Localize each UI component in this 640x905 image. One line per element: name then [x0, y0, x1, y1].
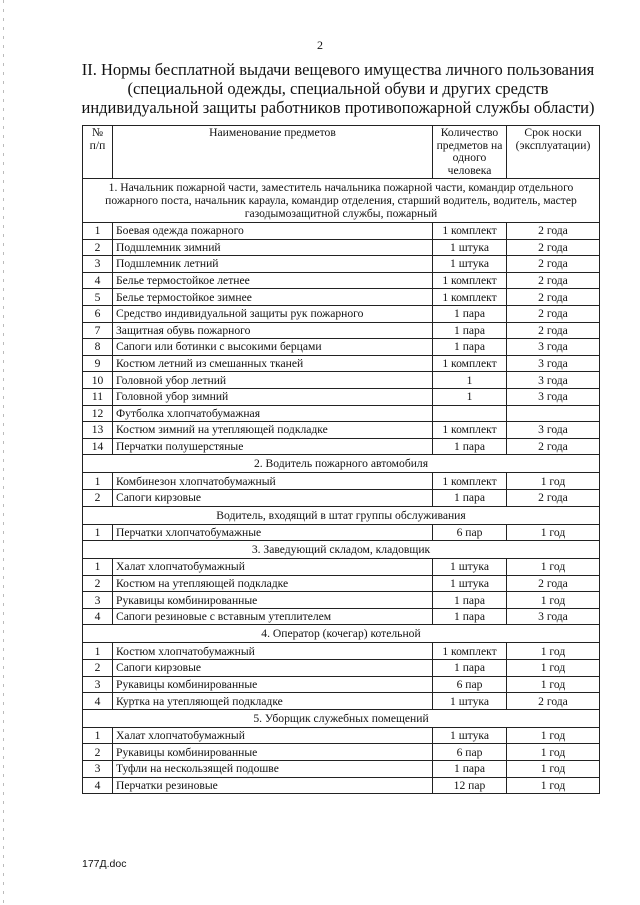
- item-term: 3 года: [507, 608, 600, 625]
- item-quantity: 1 штука: [433, 559, 507, 576]
- item-term: [507, 405, 600, 422]
- item-name: Перчатки полушерстяные: [113, 438, 433, 455]
- item-term: 1 год: [507, 777, 600, 794]
- row-number: 1: [83, 473, 113, 490]
- row-number: 12: [83, 405, 113, 422]
- table-row: [83, 305, 600, 322]
- item-name: Сапоги кирзовые: [113, 660, 433, 677]
- section-row: [83, 709, 600, 727]
- header-name: Наименование предметов: [113, 126, 433, 179]
- norms-table: [82, 125, 600, 794]
- item-quantity: 1 штука: [433, 727, 507, 744]
- section-title: 3. Заведующий складом, кладовщик: [83, 541, 600, 559]
- table-row: [83, 643, 600, 660]
- item-term: 1 год: [507, 592, 600, 609]
- item-term: 2 года: [507, 489, 600, 506]
- item-term: 2 года: [507, 575, 600, 592]
- item-term: 1 год: [507, 744, 600, 761]
- item-quantity: 1 пара: [433, 305, 507, 322]
- section-title: 4. Оператор (кочегар) котельной: [83, 625, 600, 643]
- item-term: 1 год: [507, 643, 600, 660]
- table-row: [83, 289, 600, 306]
- row-number: 10: [83, 372, 113, 389]
- table-row: [83, 559, 600, 576]
- row-number: 4: [83, 693, 113, 710]
- item-term: 3 года: [507, 339, 600, 356]
- table-row: [83, 660, 600, 677]
- item-name: Подшлемник зимний: [113, 239, 433, 256]
- table-row: [83, 744, 600, 761]
- item-term: 3 года: [507, 388, 600, 405]
- table-row: [83, 608, 600, 625]
- row-number: 1: [83, 559, 113, 576]
- item-quantity: 1 штука: [433, 239, 507, 256]
- item-name: Халат хлопчатобумажный: [113, 559, 433, 576]
- item-quantity: 1 комплект: [433, 473, 507, 490]
- item-term: 2 года: [507, 305, 600, 322]
- table-row: [83, 355, 600, 372]
- row-number: 1: [83, 223, 113, 240]
- item-term: 1 год: [507, 727, 600, 744]
- item-term: 1 год: [507, 559, 600, 576]
- row-number: 5: [83, 289, 113, 306]
- item-term: 2 года: [507, 272, 600, 289]
- section-title: 2. Водитель пожарного автомобиля: [83, 455, 600, 473]
- item-quantity: 6 пар: [433, 744, 507, 761]
- item-name: Халат хлопчатобумажный: [113, 727, 433, 744]
- item-term: 2 года: [507, 693, 600, 710]
- item-quantity: 1 пара: [433, 322, 507, 339]
- table-row: [83, 489, 600, 506]
- row-number: 4: [83, 272, 113, 289]
- item-term: 2 года: [507, 239, 600, 256]
- item-quantity: 1 штука: [433, 256, 507, 273]
- item-name: Головной убор летний: [113, 372, 433, 389]
- table-row: [83, 575, 600, 592]
- item-name: Головной убор зимний: [113, 388, 433, 405]
- row-number: 4: [83, 777, 113, 794]
- header-num: № п/п: [83, 126, 113, 179]
- item-name: Комбинезон хлопчатобумажный: [113, 473, 433, 490]
- item-quantity: 1 комплект: [433, 223, 507, 240]
- row-number: 1: [83, 524, 113, 541]
- item-quantity: 1 пара: [433, 438, 507, 455]
- item-term: 2 года: [507, 438, 600, 455]
- item-term: 3 года: [507, 355, 600, 372]
- table-row: [83, 339, 600, 356]
- row-number: 9: [83, 355, 113, 372]
- scan-edge-line: [3, 0, 4, 905]
- table-header-row: [83, 126, 600, 179]
- item-name: Средство индивидуальной защиты рук пожарного: [113, 305, 433, 322]
- row-number: 8: [83, 339, 113, 356]
- section-row: [83, 541, 600, 559]
- title-line: (специальной одежды, специальной обуви и других средств: [127, 79, 549, 98]
- row-number: 7: [83, 322, 113, 339]
- item-quantity: 1 комплект: [433, 289, 507, 306]
- footer-filename: 177Д.doc: [82, 858, 127, 870]
- row-number: 4: [83, 608, 113, 625]
- table-row: [83, 223, 600, 240]
- row-number: 2: [83, 239, 113, 256]
- item-quantity: 1 штука: [433, 575, 507, 592]
- item-name: Рукавицы комбинированные: [113, 592, 433, 609]
- item-term: 2 года: [507, 289, 600, 306]
- item-quantity: 1: [433, 388, 507, 405]
- item-name: Белье термостойкое летнее: [113, 272, 433, 289]
- title-line: индивидуальной защиты работников противопожарной службы области): [81, 98, 595, 117]
- row-number: 6: [83, 305, 113, 322]
- table-row: [83, 777, 600, 794]
- item-name: Куртка на утепляющей подкладке: [113, 693, 433, 710]
- item-quantity: 1 комплект: [433, 643, 507, 660]
- item-term: 2 года: [507, 223, 600, 240]
- item-quantity: 1 пара: [433, 660, 507, 677]
- table-row: [83, 272, 600, 289]
- item-name: Сапоги или ботинки с высокими берцами: [113, 339, 433, 356]
- item-term: 3 года: [507, 372, 600, 389]
- page-title: [60, 60, 616, 117]
- section-row: [83, 179, 600, 223]
- table-row: [83, 524, 600, 541]
- row-number: 1: [83, 727, 113, 744]
- item-quantity: 12 пар: [433, 777, 507, 794]
- table-row: [83, 422, 600, 439]
- row-number: 14: [83, 438, 113, 455]
- header-qty: Количество предметов на одного человека: [433, 126, 507, 179]
- row-number: 11: [83, 388, 113, 405]
- item-name: Рукавицы комбинированные: [113, 744, 433, 761]
- item-name: Перчатки резиновые: [113, 777, 433, 794]
- row-number: 13: [83, 422, 113, 439]
- item-term: 1 год: [507, 676, 600, 693]
- row-number: 3: [83, 676, 113, 693]
- row-number: 2: [83, 744, 113, 761]
- item-name: Туфли на нескользящей подошве: [113, 761, 433, 778]
- item-term: 1 год: [507, 761, 600, 778]
- item-term: 1 год: [507, 473, 600, 490]
- header-term: Срок носки (эксплуатации): [507, 126, 600, 179]
- item-name: Костюм на утепляющей подкладке: [113, 575, 433, 592]
- item-term: 1 год: [507, 660, 600, 677]
- table-row: [83, 405, 600, 422]
- page-number: 2: [317, 38, 323, 52]
- row-number: 1: [83, 643, 113, 660]
- table-row: [83, 676, 600, 693]
- norms-table-body: [83, 179, 600, 794]
- item-quantity: 1 пара: [433, 608, 507, 625]
- item-name: Костюм хлопчатобумажный: [113, 643, 433, 660]
- row-number: 3: [83, 256, 113, 273]
- item-name: Белье термостойкое зимнее: [113, 289, 433, 306]
- section-row: [83, 625, 600, 643]
- row-number: 3: [83, 761, 113, 778]
- table-row: [83, 256, 600, 273]
- item-quantity: 1 комплект: [433, 422, 507, 439]
- item-quantity: 1 пара: [433, 592, 507, 609]
- item-quantity: 6 пар: [433, 524, 507, 541]
- table-row: [83, 761, 600, 778]
- item-quantity: 1: [433, 372, 507, 389]
- item-quantity: 1 комплект: [433, 355, 507, 372]
- item-quantity: 1 пара: [433, 761, 507, 778]
- row-number: 3: [83, 592, 113, 609]
- table-row: [83, 727, 600, 744]
- item-term: 2 года: [507, 256, 600, 273]
- table-row: [83, 438, 600, 455]
- section-row: [83, 455, 600, 473]
- row-number: 2: [83, 489, 113, 506]
- item-quantity: 1 пара: [433, 489, 507, 506]
- row-number: 2: [83, 660, 113, 677]
- table-row: [83, 693, 600, 710]
- item-name: Рукавицы комбинированные: [113, 676, 433, 693]
- item-quantity: 6 пар: [433, 676, 507, 693]
- table-row: [83, 592, 600, 609]
- item-quantity: 1 комплект: [433, 272, 507, 289]
- item-term: 1 год: [507, 524, 600, 541]
- section-row: [83, 506, 600, 524]
- item-name: Подшлемник летний: [113, 256, 433, 273]
- section-title: Водитель, входящий в штат группы обслуживания: [83, 506, 600, 524]
- table-row: [83, 473, 600, 490]
- row-number: 2: [83, 575, 113, 592]
- item-name: Перчатки хлопчатобумажные: [113, 524, 433, 541]
- table-row: [83, 322, 600, 339]
- item-name: Сапоги кирзовые: [113, 489, 433, 506]
- title-line: II. Нормы бесплатной выдачи вещевого имущества личного пользования: [81, 60, 595, 79]
- item-term: 2 года: [507, 322, 600, 339]
- section-title: 1. Начальник пожарной части, заместитель начальника пожарной части, командир отдельного пожарного поста, начальник караула, командир отделения, старший водитель, водитель, мастер газодымозащитной службы, пожарный: [83, 179, 600, 223]
- item-quantity: 1 пара: [433, 339, 507, 356]
- item-quantity: 1 штука: [433, 693, 507, 710]
- item-name: Костюм летний из смешанных тканей: [113, 355, 433, 372]
- item-quantity: [433, 405, 507, 422]
- item-name: Защитная обувь пожарного: [113, 322, 433, 339]
- item-name: Костюм зимний на утепляющей подкладке: [113, 422, 433, 439]
- table-row: [83, 388, 600, 405]
- item-name: Сапоги резиновые с вставным утеплителем: [113, 608, 433, 625]
- item-name: Футболка хлопчатобумажная: [113, 405, 433, 422]
- section-title: 5. Уборщик служебных помещений: [83, 709, 600, 727]
- item-name: Боевая одежда пожарного: [113, 223, 433, 240]
- table-row: [83, 372, 600, 389]
- item-term: 3 года: [507, 422, 600, 439]
- table-row: [83, 239, 600, 256]
